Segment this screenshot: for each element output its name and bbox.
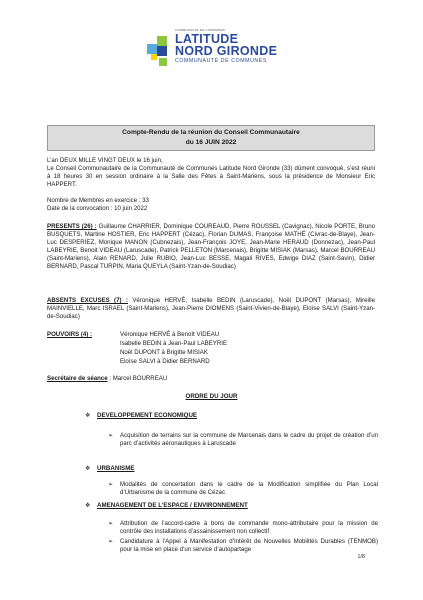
members-count: Nombre de Membres en exercice : 33 xyxy=(47,197,149,204)
agenda-item: ➢ Candidature à l’Appel à Manifestation d’Intérêt de Nouvelles Mobilités Durables (TENMOB) pour la mise en place d’un service d’autopartage xyxy=(108,538,378,553)
absents-block xyxy=(47,297,375,321)
secretaire-text: : Marcel BOURREAU xyxy=(107,375,168,382)
pouvoir-item: Noël DUPONT à Brigitte MISIAK xyxy=(120,349,208,356)
title-line-2: du 16 JUIN 2022 xyxy=(185,139,237,146)
intro-paragraph: Le Conseil Communautaire de la Communauté de Communes Latitude Nord Gironde (33) dûment convoqué, s’est réuni à 18 heures 30 en session ordinaire à la Salle des Fêtes à Saint-Mariens, sous la présidence de Monsieur Eric HAPPERT. xyxy=(47,165,375,189)
secretaire-label: Secrétaire de séance xyxy=(47,375,108,382)
arrow-bullet-icon: ➢ xyxy=(108,520,114,527)
convocation-date: Date de la convocation : 10 juin 2022 xyxy=(47,205,148,212)
diamond-bullet-icon: ❖ xyxy=(85,465,91,472)
agenda-item: ➢ Modalités de concertation dans le cadre de la Modification simplifiée du Plan Local d’Urbanisme de la commune de Cézac xyxy=(108,481,378,496)
agenda-item: ➢ Attribution de l’accord-cadre à bons de commande mono-attributaire pour la mission de contrôle des installations d’assainissement non collectif xyxy=(108,520,378,535)
arrow-bullet-icon: ➢ xyxy=(108,538,114,545)
page-number: 1/8 xyxy=(357,554,365,560)
section-heading: ❖ DEVELOPPEMENT ECONOMIQUE xyxy=(85,412,198,419)
pouvoirs-label: POUVOIRS (4) : xyxy=(47,331,93,338)
presents-block xyxy=(47,223,375,272)
absents-text: Véronique HERVÉ, Isabelle BEDIN (Laruscade), Noël DUPONT (Marsas), Mireille MAINVIELLE, Marc ISRAEL (Saint-Mariens), Jean-Pierre DIOMENS (Saint-Vivien-de-Blaye), Eloïse SALVI (Saint-Yzan-de-Soudiac) xyxy=(47,297,375,321)
logo-line-1: LATITUDE xyxy=(175,32,239,46)
intro-date: L’an DEUX MILLE VINGT DEUX le 16 juin, xyxy=(47,157,163,164)
logo-small-text: COMMUNAUTÉ DE COMMUNES xyxy=(175,28,225,32)
logo-subtitle: COMMUNAUTÉ DE COMMUNES xyxy=(175,58,267,64)
section-heading: ❖ URBANISME xyxy=(85,465,135,472)
document-title-box xyxy=(47,125,375,151)
logo-line-2: NORD GIRONDE xyxy=(175,44,278,58)
secretaire-block xyxy=(47,375,375,383)
pouvoir-item: Eloïse SALVI à Didier BERNARD xyxy=(120,358,210,365)
presents-text: Guillaume CHARRIER, Dominique COUREAUD, Pierre ROUSSEL (Cavignac), Nicole PORTE, Bruno BUSQUETS, Martine HOSTIER, Eric HAPPERT (Cézac), Florian DUMAS, Françoise MATHÉ (Civrac-de-Blaye), Jean-Luc DESPERIEZ, Monique MANON (Cubnezais), Jean-François JOYE, Jean-Marie HERAUD (Donnezac), Jean-Paul LABEYRIE, Benoit VIDEAU (Laruscade), Patrick PELLETON (Marcenais), Brigitte MISIAK (Marsas), Marcel BOURREAU (Saint-Mariens), Alain RENARD, Julie RUBIO, Jean-Luc BESSE, Magali RIVES, Edwige DIAZ (Saint-Savin), Didier BERNARD, Pascal TURPIN, Maria QUEYLA (Saint-Yzan-de-Soudiac) xyxy=(47,223,375,271)
arrow-bullet-icon: ➢ xyxy=(108,481,114,488)
presents-label: PRESENTS (26) : xyxy=(47,223,97,230)
arrow-bullet-icon: ➢ xyxy=(108,432,114,439)
diamond-bullet-icon: ❖ xyxy=(85,502,91,509)
pouvoir-item: Isabelle BEDIN à Jean-Paul LABEYRIE xyxy=(120,340,228,347)
title-line-1: Compte-Rendu de la réunion du Conseil Communautaire xyxy=(122,129,300,136)
diamond-bullet-icon: ❖ xyxy=(85,412,91,419)
section-heading: ❖ AMENAGEMENT DE L’ESPACE / ENVIRONNEMENT xyxy=(85,502,248,509)
ordre-du-jour-heading: ORDRE DU JOUR xyxy=(185,393,238,400)
pouvoir-item: Véronique HERVÉ à Benoît VIDEAU xyxy=(120,331,220,338)
agenda-item: ➢ Acquisition de terrains sur la commune de Marcenais dans le cadre du projet de création d’un parc d’activités aéronautiques à Laruscade xyxy=(108,432,378,447)
logo xyxy=(145,28,295,80)
logo-mark-icon xyxy=(145,30,171,70)
pouvoirs-label-wrap xyxy=(47,331,107,339)
absents-label: ABSENTS EXCUSES (7) : xyxy=(47,297,128,304)
